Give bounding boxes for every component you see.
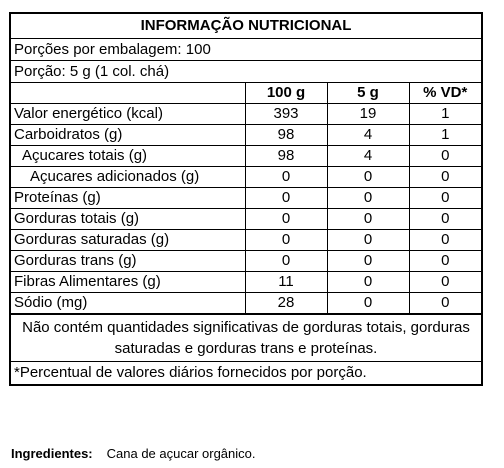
nutrition-table [11, 83, 481, 314]
nutrient-name: Açucares totais (g) [11, 146, 245, 167]
header-blank-cell [11, 83, 245, 104]
nutrient-value: 98 [245, 146, 327, 167]
nutrient-value: 0 [327, 230, 409, 251]
nutrient-value: 19 [327, 104, 409, 125]
nutrient-value: 0 [327, 272, 409, 293]
table-row [11, 293, 481, 314]
table-row [11, 188, 481, 209]
ingredients-line [11, 446, 256, 461]
nutrient-value: 0 [409, 188, 481, 209]
nutrient-value: 0 [245, 209, 327, 230]
nutrition-facts-label [9, 12, 483, 386]
nutrient-name: Gorduras trans (g) [11, 251, 245, 272]
nutrient-value: 393 [245, 104, 327, 125]
table-row [11, 272, 481, 293]
nutrient-value: 0 [409, 209, 481, 230]
nutrient-value: 0 [409, 293, 481, 314]
nutrient-value: 0 [245, 167, 327, 188]
column-header: % VD* [409, 83, 481, 104]
nutrient-name: Fibras Alimentares (g) [11, 272, 245, 293]
nutrient-value: 11 [245, 272, 327, 293]
table-row [11, 125, 481, 146]
nutrient-name: Açucares adicionados (g) [11, 167, 245, 188]
footnote: *Percentual de valores diários fornecidos por porção. [14, 364, 367, 381]
column-header: 5 g [327, 83, 409, 104]
nutrient-value: 28 [245, 293, 327, 314]
nutrient-value: 0 [327, 251, 409, 272]
table-row [11, 146, 481, 167]
column-header: 100 g [245, 83, 327, 104]
nutrient-value: 4 [327, 146, 409, 167]
table-row [11, 104, 481, 125]
nutrient-value: 0 [245, 230, 327, 251]
nutrient-value: 0 [245, 251, 327, 272]
nutrient-value: 0 [409, 272, 481, 293]
nutrient-name: Carboidratos (g) [11, 125, 245, 146]
note-text: Não contém quantidades significativas de gorduras totais, gorduras saturadas e gorduras trans e proteínas. [11, 314, 481, 362]
label-title: INFORMAÇÃO NUTRICIONAL [11, 14, 481, 39]
nutrient-value: 0 [327, 167, 409, 188]
nutrient-value: 0 [409, 167, 481, 188]
nutrient-value: 0 [327, 188, 409, 209]
ingredients-value: Cana de açucar orgânico. [106, 446, 256, 461]
nutrient-value: 0 [245, 188, 327, 209]
nutrient-value: 0 [409, 251, 481, 272]
table-row [11, 167, 481, 188]
table-row [11, 209, 481, 230]
nutrient-value: 0 [409, 146, 481, 167]
nutrient-name: Gorduras saturadas (g) [11, 230, 245, 251]
nutrient-name: Gorduras totais (g) [11, 209, 245, 230]
nutrient-value: 98 [245, 125, 327, 146]
nutrient-value: 1 [409, 125, 481, 146]
nutrient-name: Proteínas (g) [11, 188, 245, 209]
nutrient-name: Sódio (mg) [11, 293, 245, 314]
nutrient-value: 0 [327, 293, 409, 314]
table-row [11, 251, 481, 272]
serving-size: Porção: 5 g (1 col. chá) [11, 61, 481, 83]
nutrient-value: 0 [409, 230, 481, 251]
ingredients-label: Ingredientes: [11, 446, 93, 461]
servings-per-package: Porções por embalagem: 100 [11, 39, 481, 61]
nutrient-name: Valor energético (kcal) [11, 104, 245, 125]
nutrient-value: 4 [327, 125, 409, 146]
nutrient-value: 1 [409, 104, 481, 125]
table-header-row [11, 83, 481, 104]
nutrient-value: 0 [327, 209, 409, 230]
table-row [11, 230, 481, 251]
